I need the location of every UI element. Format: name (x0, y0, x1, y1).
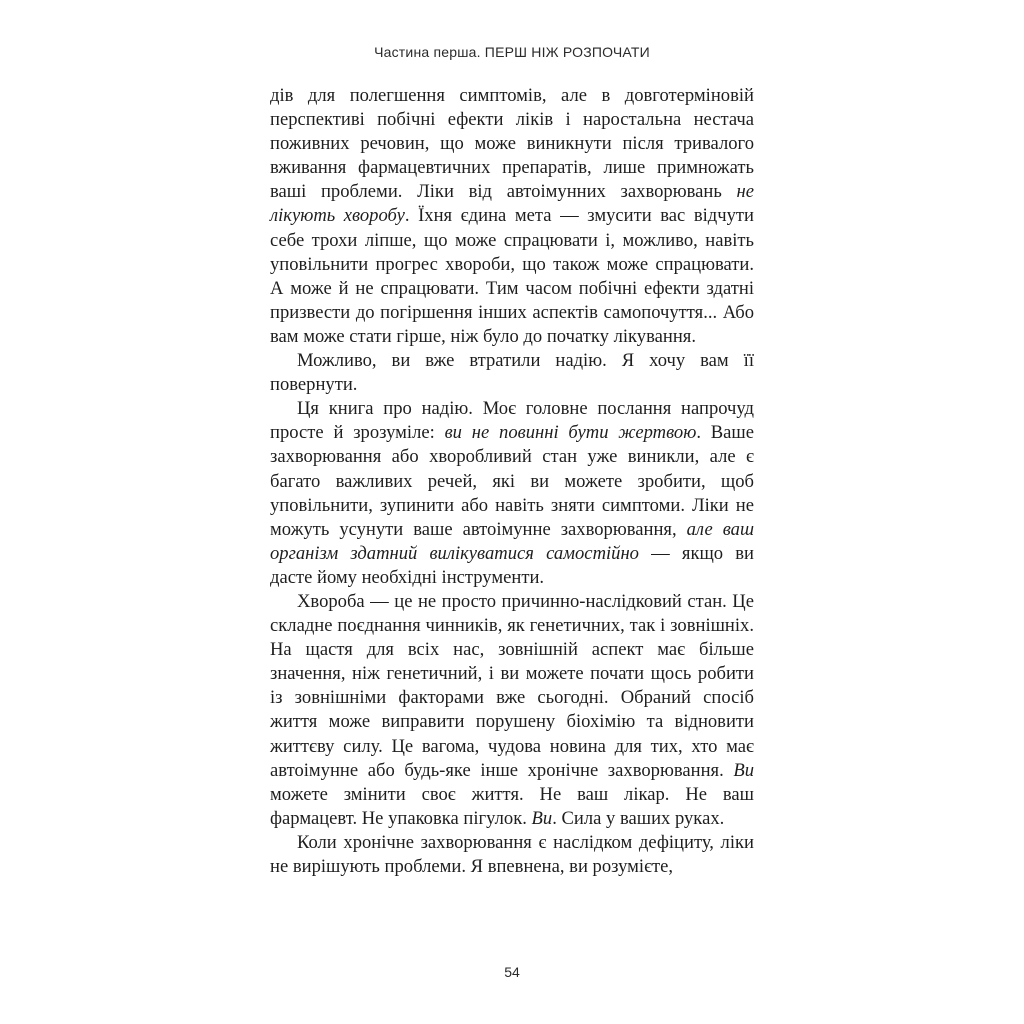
text-run: дів для полегшення симптомів, але в довготерміновій перспективі побічні ефекти ліків і наростальна нестача поживних речовин, що може виникнути після тривалого вживання фармацевтичних препаратів, лише примножать ваші проблеми. Ліки від автоімунних захворювань (270, 85, 754, 203)
text-run: Ця книга про надію. Моє головне послання напрочуд просте й зрозуміле: (270, 398, 754, 444)
italic-run: ви не повинні бути жертвою (444, 422, 697, 444)
text-run: Коли хронічне захворювання є наслідком дефіциту, ліки не вирішують проблеми. Я впевнена, ви розумієте, (270, 831, 754, 877)
text-run: . Ваше захворювання або хворобливий стан уже виникли, але є багато важливих речей, які ви можете зробити, щоб уповільнити, зупинити або навіть зняти симптоми. Ліки не можуть усунути ваше автоімунне захворювання, (270, 422, 754, 540)
text-run: Можливо, ви вже втратили надію. Я хочу вам її повернути. (270, 350, 754, 396)
italic-run: Ви (531, 807, 553, 829)
paragraph-3 (270, 397, 754, 590)
paragraph-4 (270, 590, 754, 831)
text-run: . Їхня єдина мета — змусити вас відчути себе трохи ліпше, що може спрацювати і, можливо, навіть уповільнити прогрес хвороби, що також може спрацювати. А може й не спрацювати. Тим часом побічні ефекти здатні призвести до погіршення інших аспектів самопочуття... Або вам може стати гірше, ніж було до початку лікування. (270, 205, 754, 347)
italic-run: не лікують хворобу (270, 181, 754, 227)
running-head: Частина перша. ПЕРШ НІЖ РОЗПОЧАТИ (374, 44, 650, 60)
paragraph-5 (270, 831, 754, 879)
page-number: 54 (504, 964, 520, 980)
paragraph-1 (270, 84, 754, 349)
text-run: . Сила у ваших руках. (552, 807, 725, 829)
text-run: — якщо ви дасте йому необхідні інструменти. (270, 542, 754, 588)
body-text (270, 84, 754, 879)
text-run: можете змінити своє життя. Не ваш лікар. Не ваш фармацевт. Не упаковка пігулок. (270, 783, 754, 829)
text-run: Хвороба — це не просто причинно-наслідковий стан. Це складне поєднання чинників, як генетичних, так і зовнішніх. На щастя для всіх нас, зовнішній аспект має більше значення, ніж генетичний, і ви можете почати щось робити із зовнішніми факторами вже сьогодні. Обраний спосіб життя може виправити порушену біохімію та відновити життєву силу. Це вагома, чудова новина для тих, хто має автоімунне або будь-яке інше хронічне захворювання. (270, 590, 754, 781)
italic-run: але ваш організм здатний вилікуватися самостійно (270, 518, 754, 564)
italic-run: Ви (733, 759, 754, 781)
paragraph-2 (270, 349, 754, 397)
